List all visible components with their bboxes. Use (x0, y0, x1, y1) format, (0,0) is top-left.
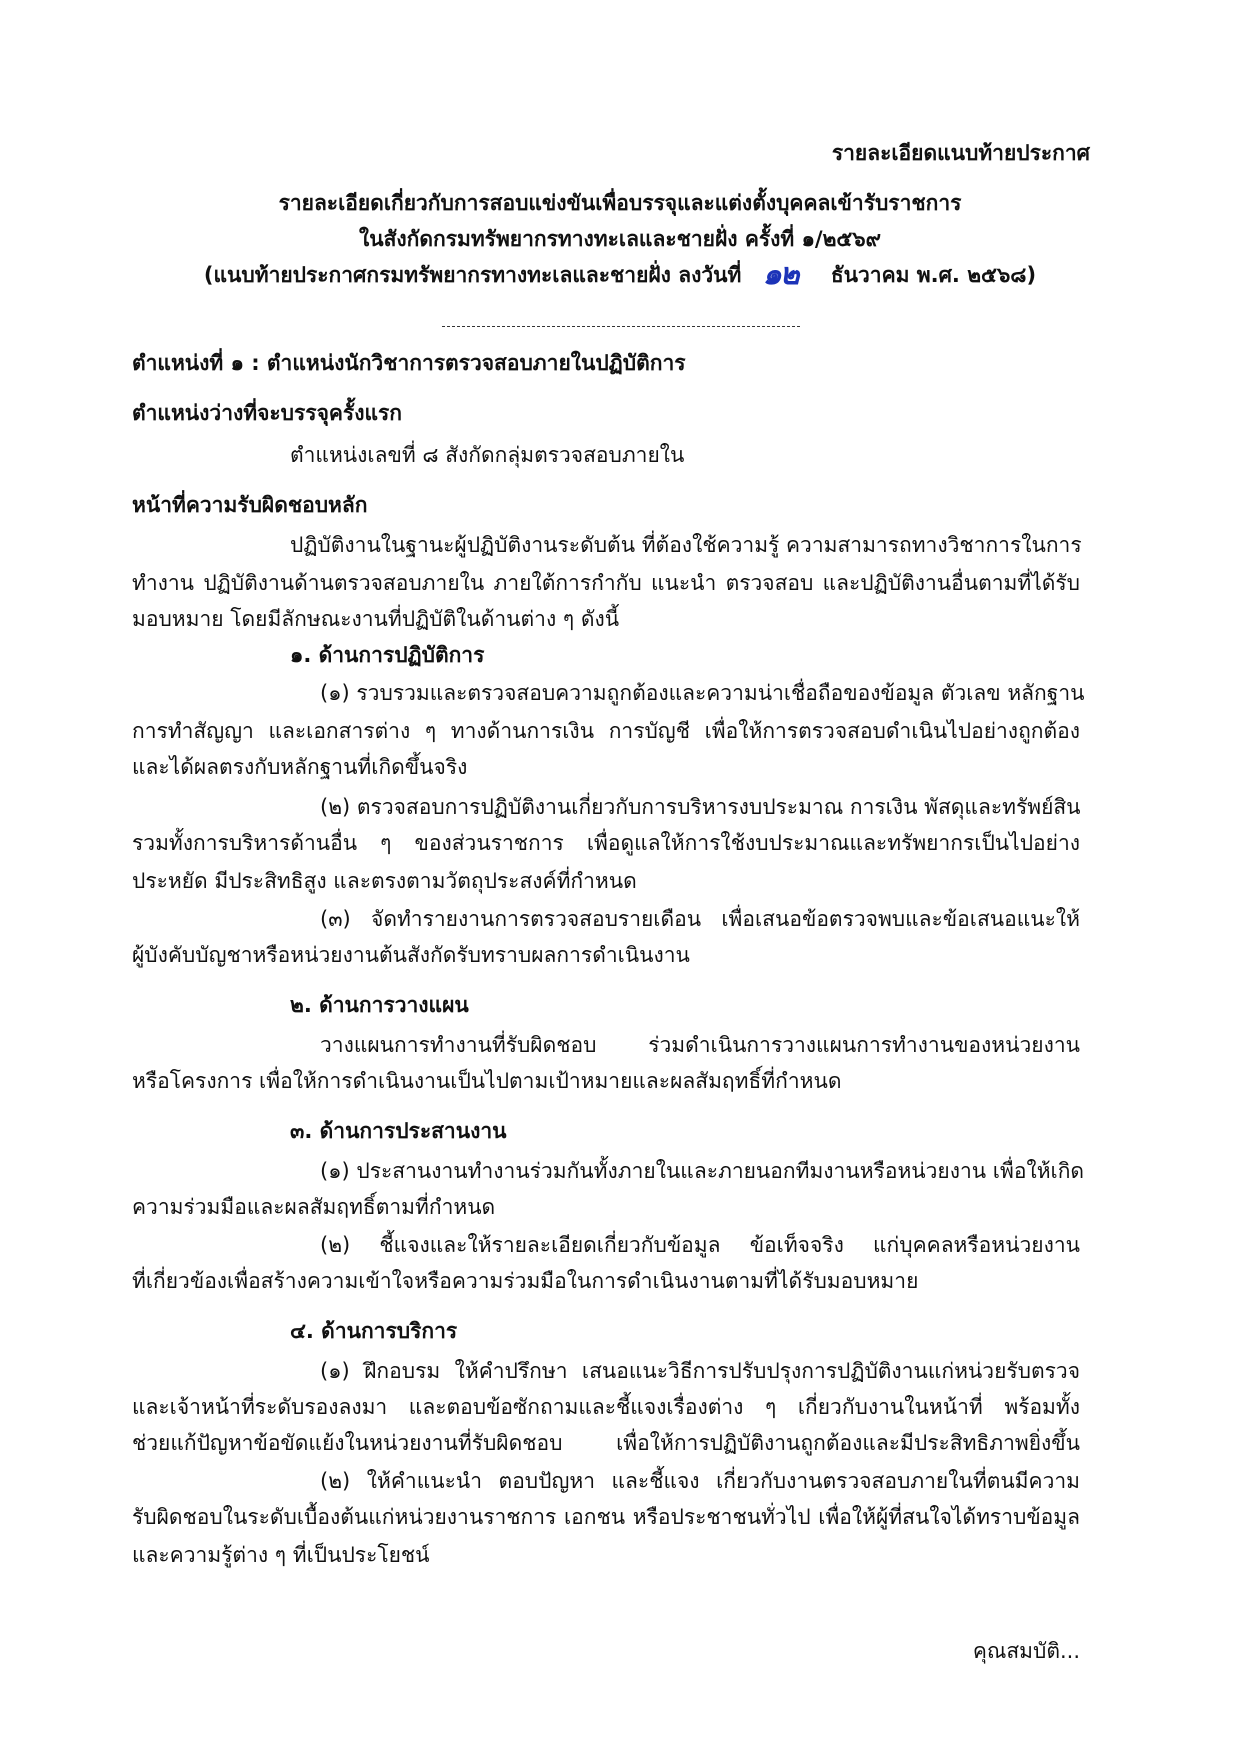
intro-line: มอบหมาย โดยมีลักษณะงานที่ปฏิบัติในด้านต่าง ๆ ดังนี้ (132, 607, 620, 631)
separator-line (442, 326, 800, 327)
section-4-line: และเจ้าหน้าที่ระดับรองลงมา และตอบข้อซักถามและชี้แจงเรื่องต่าง ๆ เกี่ยวกับงานในหน้าที่ พร้อมทั้ง (132, 1395, 1080, 1419)
position-heading: ตำแหน่งที่ ๑ : ตำแหน่งนักวิชาการตรวจสอบภายในปฏิบัติการ (132, 351, 686, 375)
annex-label: รายละเอียดแนบท้ายประกาศ (831, 141, 1090, 165)
section-1-line: (๓) จัดทำรายงานการตรวจสอบรายเดือน เพื่อเสนอข้อตรวจพบและข้อเสนอแนะให้ (320, 907, 1080, 931)
title-line-1: รายละเอียดเกี่ยวกับการสอบแข่งขันเพื่อบรรจุและแต่งตั้งบุคคลเข้ารับราชการ (278, 191, 962, 215)
section-4-heading: ๔. ด้านการบริการ (290, 1319, 458, 1343)
title-line-3 (0, 257, 1240, 292)
section-4-line: และความรู้ต่าง ๆ ที่เป็นประโยชน์ (132, 1543, 430, 1567)
section-1-heading: ๑. ด้านการปฏิบัติการ (290, 643, 485, 667)
section-1-line: ผู้บังคับบัญชาหรือหน่วยงานต้นสังกัดรับทราบผลการดำเนินงาน (132, 943, 690, 967)
vacancy-detail: ตำแหน่งเลขที่ ๘ สังกัดกลุ่มตรวจสอบภายใน (290, 443, 685, 467)
section-3-line: ที่เกี่ยวข้องเพื่อสร้างความเข้าใจหรือความร่วมมือในการดำเนินงานตามที่ได้รับมอบหมาย (132, 1269, 919, 1293)
section-1-line: การทำสัญญา และเอกสารต่าง ๆ ทางด้านการเงิน การบัญชี เพื่อให้การตรวจสอบดำเนินไปอย่างถูกต้อง (132, 719, 1080, 743)
section-1-line: ประหยัด มีประสิทธิสูง และตรงตามวัตถุประสงค์ที่กำหนด (132, 869, 637, 893)
section-1-line: และได้ผลตรงกับหลักฐานที่เกิดขึ้นจริง (132, 755, 468, 779)
title-line-3-prefix: (แนบท้ายประกาศกรมทรัพยากรทางทะเลและชายฝั่ง ลงวันที่ (203, 263, 742, 287)
continued-label: คุณสมบัติ... (972, 1639, 1080, 1663)
section-1-line: (๒) ตรวจสอบการปฏิบัติงานเกี่ยวกับการบริหารงบประมาณ การเงิน พัสดุและทรัพย์สิน (320, 795, 1081, 819)
section-3-line: ความร่วมมือและผลสัมฤทธิ์ตามที่กำหนด (132, 1195, 496, 1219)
section-1-line: (๑) รวบรวมและตรวจสอบความถูกต้องและความน่าเชื่อถือของข้อมูล ตัวเลข หลักฐาน (320, 681, 1085, 705)
duties-heading: หน้าที่ความรับผิดชอบหลัก (132, 493, 368, 517)
section-3-line: (๒) ชี้แจงและให้รายละเอียดเกี่ยวกับข้อมูล ข้อเท็จจริง แก่บุคคลหรือหน่วยงาน (320, 1233, 1080, 1257)
intro-line: ปฏิบัติงานในฐานะผู้ปฏิบัติงานระดับต้น ที่ต้องใช้ความรู้ ความสามารถทางวิชาการในการ (290, 533, 1082, 557)
title-line-3-suffix: ธันวาคม พ.ศ. ๒๕๖๘) (830, 263, 1037, 287)
section-2-line: หรือโครงการ เพื่อให้การดำเนินงานเป็นไปตามเป้าหมายและผลสัมฤทธิ์ที่กำหนด (132, 1069, 842, 1093)
section-3-heading: ๓. ด้านการประสานงาน (290, 1119, 507, 1143)
section-3-line: (๑) ประสานงานทำงานร่วมกันทั้งภายในและภายนอกทีมงานหรือหน่วยงาน เพื่อให้เกิด (320, 1159, 1085, 1183)
section-4-line: ช่วยแก้ปัญหาข้อขัดแย้งในหน่วยงานที่รับผิดชอบ เพื่อให้การปฏิบัติงานถูกต้องและมีประสิทธิภาพยิ่งขึ้น (132, 1431, 1080, 1455)
section-4-line: (๑) ฝึกอบรม ให้คำปรึกษา เสนอแนะวิธีการปรับปรุงการปฏิบัติงานแก่หน่วยรับตรวจ (320, 1359, 1080, 1383)
section-2-line: วางแผนการทำงานที่รับผิดชอบ ร่วมดำเนินการวางแผนการทำงานของหน่วยงาน (320, 1033, 1080, 1057)
section-2-heading: ๒. ด้านการวางแผน (290, 993, 469, 1017)
section-4-line: (๒) ให้คำแนะนำ ตอบปัญหา และชี้แจง เกี่ยวกับงานตรวจสอบภายในที่ตนมีความ (320, 1469, 1080, 1493)
section-4-line: รับผิดชอบในระดับเบื้องต้นแก่หน่วยงานราชการ เอกชน หรือประชาชนทั่วไป เพื่อให้ผู้ที่สนใจได้ทราบข้อมูล (132, 1505, 1080, 1529)
intro-line: ทำงาน ปฏิบัติงานด้านตรวจสอบภายใน ภายใต้การกำกับ แนะนำ ตรวจสอบ และปฏิบัติงานอื่นตามที่ได้รับ (132, 571, 1080, 595)
handwritten-day: ๑๒ (762, 257, 798, 292)
vacancy-heading: ตำแหน่งว่างที่จะบรรจุครั้งแรก (132, 401, 402, 425)
title-line-2: ในสังกัดกรมทรัพยากรทางทะเลและชายฝั่ง ครั้งที่ ๑/๒๕๖๙ (358, 227, 882, 251)
section-1-line: รวมทั้งการบริหารด้านอื่น ๆ ของส่วนราชการ เพื่อดูแลให้การใช้งบประมาณและทรัพยากรเป็นไปอย่าง (132, 831, 1080, 855)
